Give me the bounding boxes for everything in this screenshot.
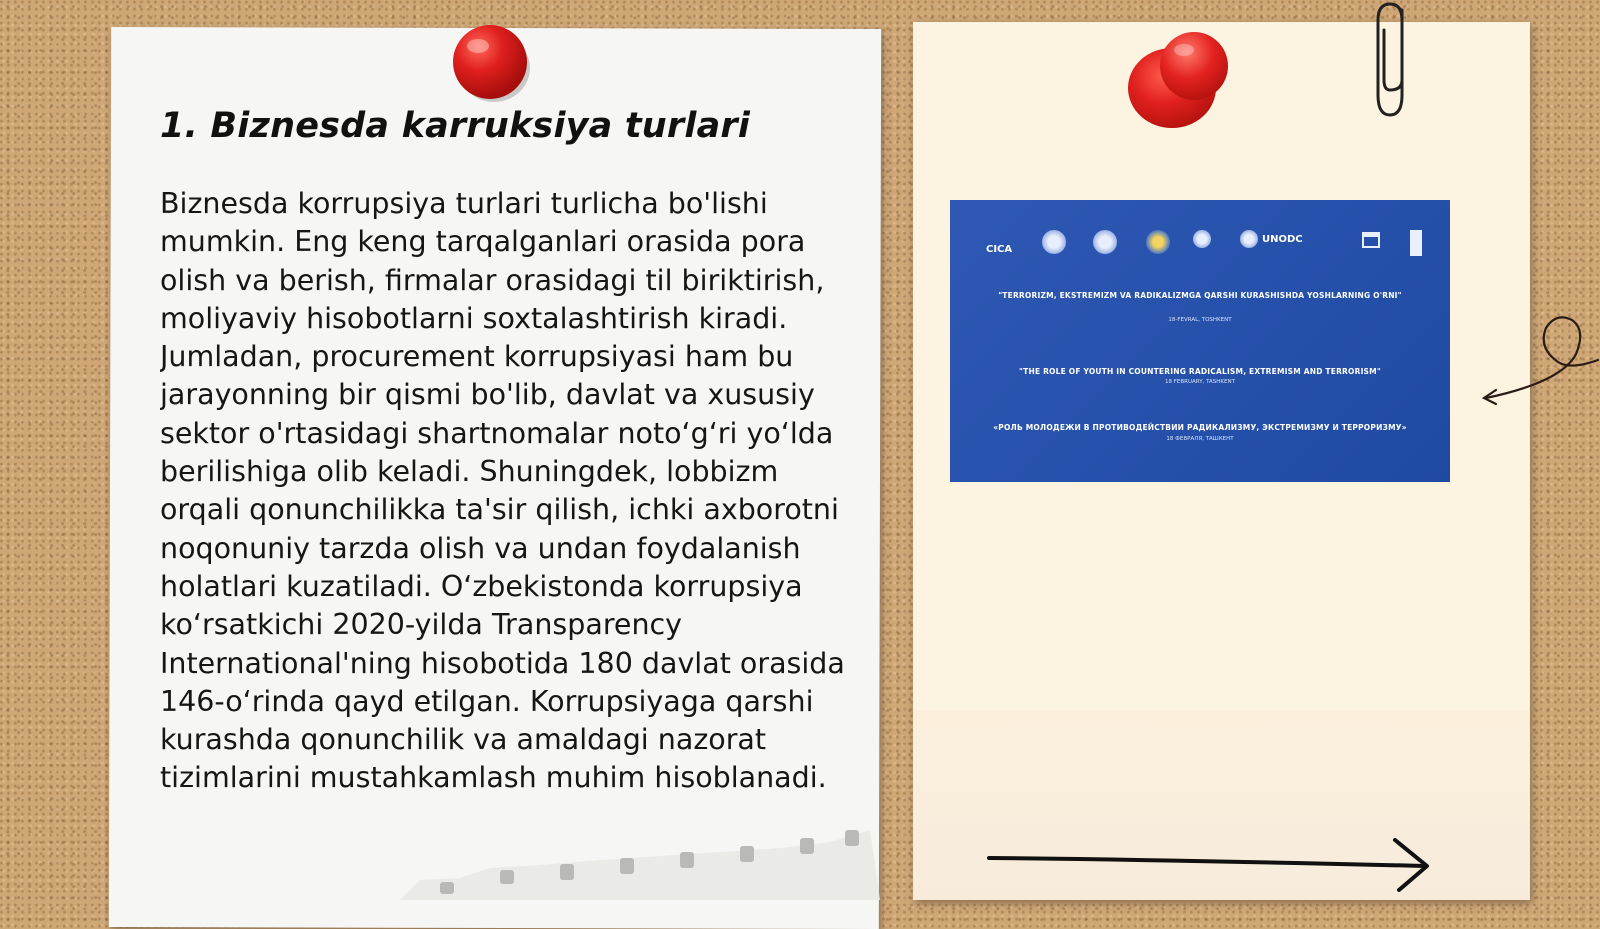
arrow-right-icon bbox=[985, 836, 1445, 892]
paper-clip-icon bbox=[1372, 0, 1418, 124]
un-logo-icon bbox=[1193, 230, 1211, 248]
push-pin-icon bbox=[448, 20, 534, 106]
push-pin-icon bbox=[1122, 28, 1234, 132]
banner-title-en: "THE ROLE OF YOUTH IN COUNTERING RADICALISM, EXTREMISM AND TERRORISM" bbox=[1019, 367, 1381, 376]
banner-title-uz: "TERRORIZM, EKSTREMIZM VA RADIKALIZMGA QARSHI KURASHISHDA YOSHLARNING O'RNI" bbox=[998, 291, 1402, 300]
slide-body-text: Biznesda korrupsiya turlari turlicha bo'lishi mumkin. Eng keng tarqalganlari orasida pora olish va berish, firmalar orasidagi til biriktirish, moliyaviy hisobotlarni soxtalashtirish kiradi. Jumladan, procurement korrupsiyasi ham bu jarayonning bir qismi bo'lib, davlat va xususiy sektor o'rtasidagi shartnomalar noto‘g‘ri yo‘lda berilishiga olib keladi. Shuningdek, lobbizm orqali qonunchilikka ta'sir qilish, ichki axborotni noqonuniy tarzda olish va undan foydalanish holatlari kuzatiladi. O‘zbekistonda korrupsiya ko‘rsatkichi 2020-yilda Transparency International'ning hisobotida 180 davlat orasida 146-o‘rinda qayd etilgan. Korrupsiyaga qarshi kurashda qonunchilik va amaldagi nazorat tizimlarini mustahkamlash muhim hisoblanadi. bbox=[160, 187, 845, 795]
banner-title-ru: «РОЛЬ МОЛОДЕЖИ В ПРОТИВОДЕЙСТВИИ РАДИКАЛИЗМУ, ЭКСТРЕМИЗМУ И ТЕРРОРИЗМУ» bbox=[993, 423, 1407, 432]
globe-logo-icon bbox=[1093, 230, 1117, 254]
curly-arrow-icon bbox=[1480, 310, 1600, 410]
unesco-logo-icon bbox=[1362, 232, 1380, 248]
conference-banner-image bbox=[950, 200, 1450, 482]
slide-title: 1. Biznesda karruksiya turlari bbox=[160, 106, 751, 146]
cica-logo-label: CICA bbox=[986, 244, 1013, 255]
emblem-logo-icon bbox=[1146, 230, 1170, 254]
banner-logo-row bbox=[950, 230, 1450, 264]
banner-date-ru: 18 ФЕВРАЛЯ, ТАШКЕНТ bbox=[1166, 436, 1234, 442]
banner-date-uz: 18-FEVRAL, TOSHKENT bbox=[1168, 317, 1232, 323]
unodc-globe-icon bbox=[1240, 230, 1258, 248]
organization-logo-icon bbox=[1042, 230, 1066, 254]
undp-logo-icon bbox=[1410, 230, 1422, 256]
unodc-logo-label: UNODC bbox=[1262, 234, 1303, 245]
banner-date-en: 18 FEBRUARY, TASHKENT bbox=[1165, 379, 1235, 385]
torn-paper-strip bbox=[400, 820, 880, 900]
